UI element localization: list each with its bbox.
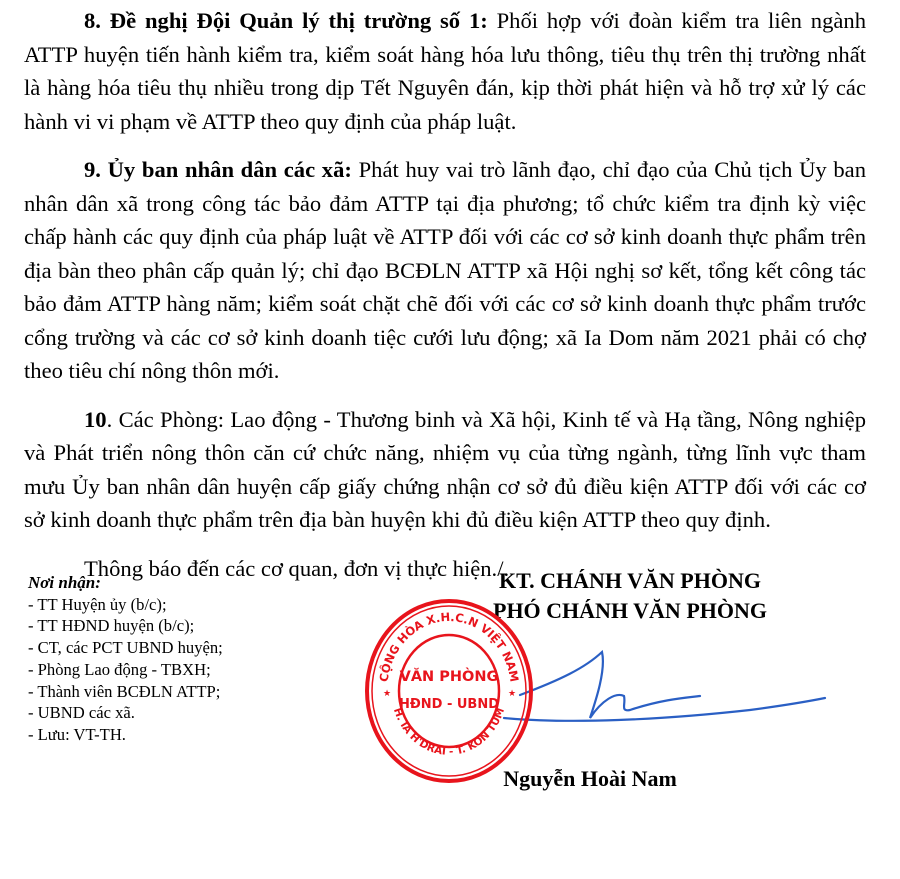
- paragraph-8: [24, 4, 866, 138]
- paragraph-text: Phát huy vai trò lãnh đạo, chỉ đạo của Chủ tịch Ủy ban nhân dân xã trong công tác bảo đảm ATTP tại địa phương; tổ chức kiểm tra định kỳ việc chấp hành các quy định của pháp luật về ATTP đối với các cơ sở kinh doanh thực phẩm trên địa bàn theo phân cấp quản lý; chỉ đạo BCĐLN ATTP xã Hội nghị sơ kết, tổng kết công tác bảo đảm ATTP hàng năm; kiểm soát chặt chẽ đối với các cơ sở kinh doanh thực phẩm trước cổng trường và các cơ sở kinh doanh tiệc cưới lưu động; xã Ia Dom năm 2021 phải có chợ theo tiêu chí nông thôn mới.: [24, 157, 866, 383]
- signature-stroke: [504, 652, 825, 721]
- list-item: - CT, các PCT UBND huyện;: [28, 638, 223, 658]
- svg-text:H. IA H'DRAI - T. KON TUM: [391, 706, 507, 758]
- paragraph-lead: 10: [84, 406, 107, 432]
- stamp-ring-top: CỘNG HÒA X.H.C.N VIỆT NAM: [376, 609, 522, 683]
- paragraph-text: Phối hợp với đoàn kiểm tra liên ngành ATTP huyện tiến hành kiểm tra, kiểm soát hàng hóa lưu thông, tiêu thụ trên thị trường nhất là hàng hóa tiêu thụ nhiều trong dịp Tết Nguyên đán, kịp thời phát hiện và hỗ trợ xử lý các hành vi vi phạm về ATTP theo quy định của pháp luật.: [24, 8, 866, 134]
- list-item: - TT HĐND huyện (b/c);: [28, 616, 195, 636]
- list-item: - Thành viên BCĐLN ATTP;: [28, 681, 221, 701]
- stamp-star-icon: ★: [508, 688, 517, 698]
- paragraph-9: [24, 153, 866, 388]
- stamp-center-line2: HĐND - UBND: [398, 697, 500, 712]
- list-item: - Lưu: VT-TH.: [28, 724, 126, 744]
- signer-title-line1: KT. CHÁNH VĂN PHÒNG: [499, 568, 761, 593]
- recipients-block: [28, 572, 358, 746]
- signer-title-line2: PHÓ CHÁNH VĂN PHÒNG: [493, 598, 767, 623]
- recipients-title: Nơi nhận:: [28, 573, 101, 592]
- stamp-center-line1: VĂN PHÒNG: [399, 669, 499, 685]
- stamp-ring-bottom: H. IA H'DRAI - T. KON TUM: [390, 706, 508, 758]
- recipients-list: [28, 594, 358, 746]
- closing-line: Thông báo đến các cơ quan, đơn vị thực hiện./.: [84, 555, 510, 581]
- list-item: - Phòng Lao động - TBXH;: [28, 659, 211, 679]
- signer-name: Nguyễn Hoài Nam: [503, 766, 677, 791]
- paragraph-10: [24, 403, 866, 537]
- paragraph-text: . Các Phòng: Lao động - Thương binh và Xã hội, Kinh tế và Hạ tầng, Nông nghiệp và Phát triển nông thôn căn cứ chức năng, nhiệm vụ của từng ngành, từng lĩnh vực tham mưu Ủy ban nhân dân huyện cấp giấy chứng nhận cơ sở đủ điều kiện ATTP đối với các cơ sở kinh doanh thực phẩm trên địa bàn huyện khi đủ điều kiện ATTP theo quy định.: [24, 406, 866, 532]
- official-seal: [363, 596, 535, 786]
- stamp-star-icon: ★: [383, 688, 392, 698]
- list-item: - UBND các xã.: [28, 703, 135, 723]
- paragraph-lead: 8. Đề nghị Đội Quản lý thị trường số 1:: [84, 8, 488, 33]
- list-item: - TT Huyện ủy (b/c);: [28, 594, 167, 614]
- paragraph-lead: 9. Ủy ban nhân dân các xã:: [84, 157, 352, 182]
- document-body: [24, 4, 866, 600]
